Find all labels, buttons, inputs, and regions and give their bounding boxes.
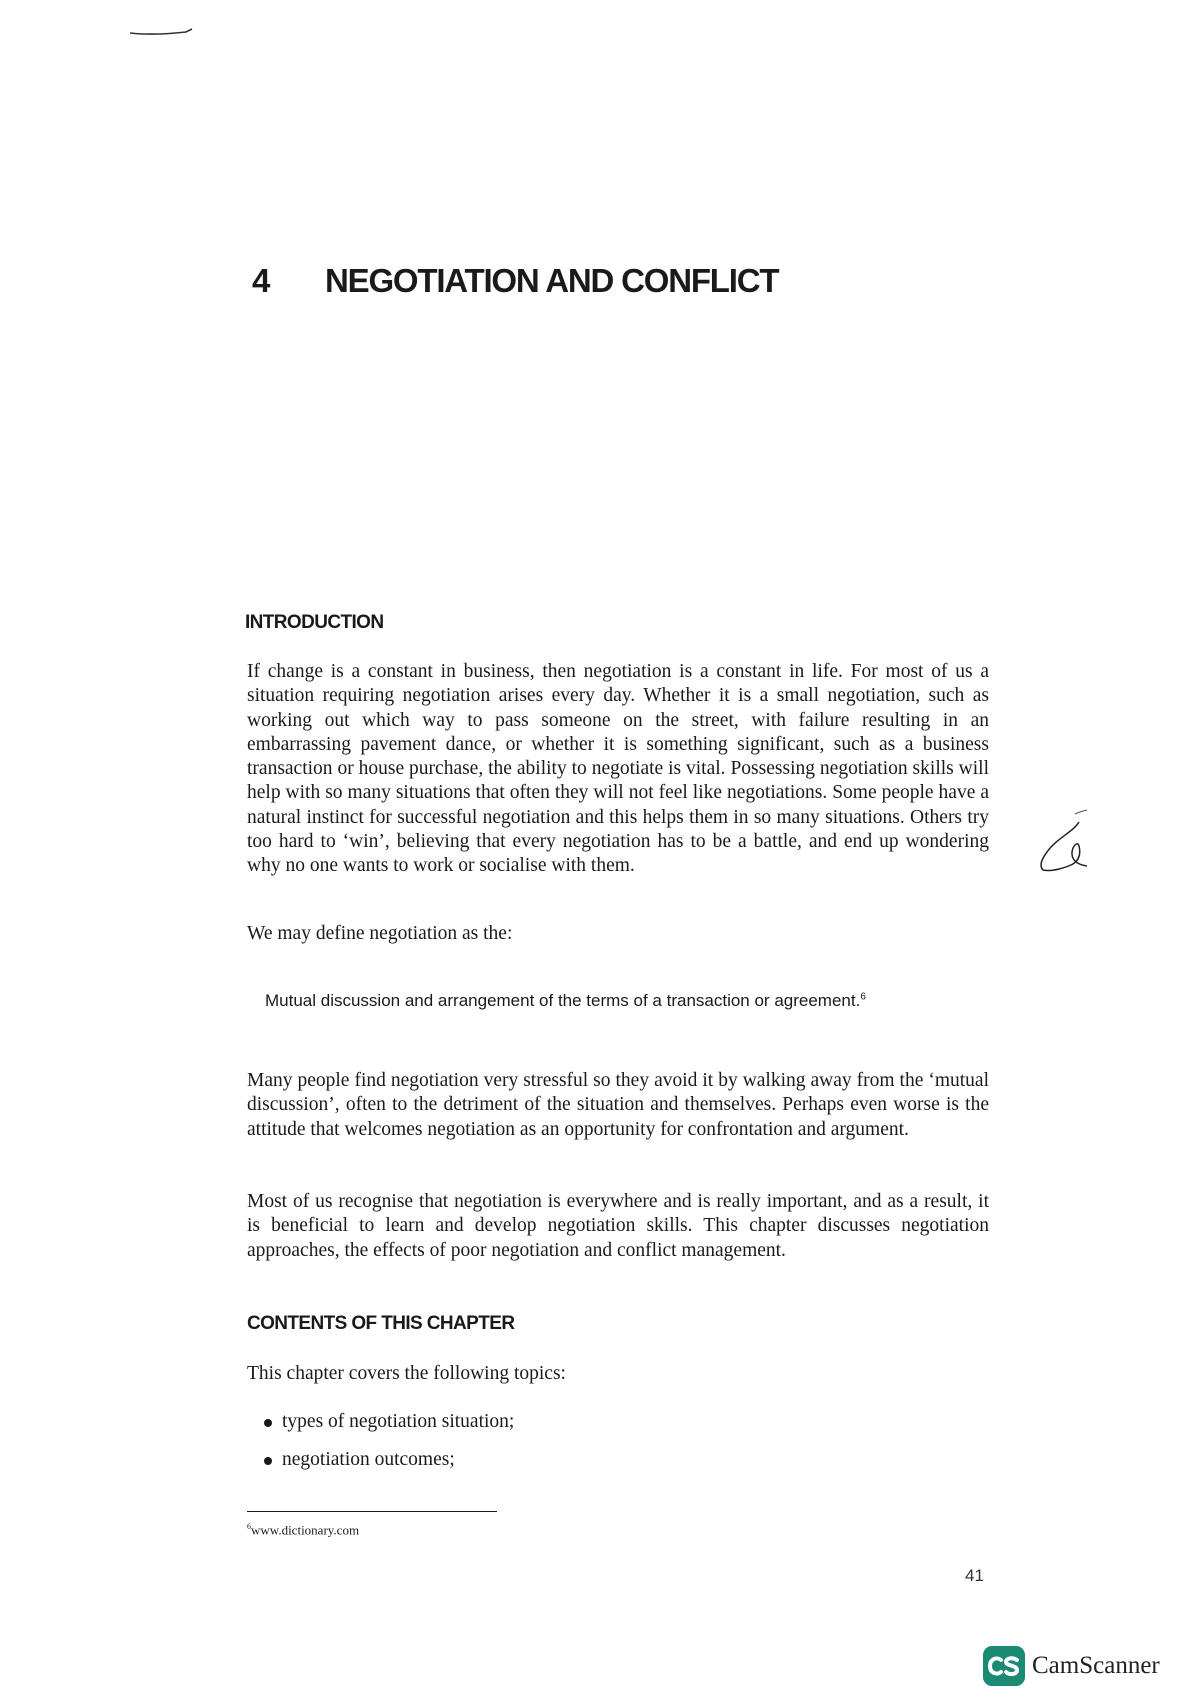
camscanner-watermark: [983, 1646, 1160, 1686]
definition-intro: We may define negotiation as the:: [247, 923, 513, 944]
chapter-number: 4: [252, 262, 270, 299]
topic-list: [262, 1411, 514, 1487]
contents-heading: CONTENTS OF THIS CHAPTER: [247, 1313, 515, 1334]
footnote-divider: [247, 1511, 497, 1512]
introduction-heading: INTRODUCTION: [245, 612, 384, 633]
bullet-icon: [264, 1457, 272, 1465]
definition-quote: [265, 991, 866, 1011]
footnote-number: 6: [247, 1522, 251, 1531]
footnote-text: www.dictionary.com: [251, 1522, 360, 1538]
introduction-paragraph-1: If change is a constant in business, then negotiation is a constant in life. For most of us a situation requiring negotiation arises every day. Whether it is a small negotiation, such as working out which way to pass someone on the street, with failure resulting in an embarrassing pavement dance, or whether it is something significant, such as a business transaction or house purchase, the ability to negotiate is vital. Possessing negotiation skills will help with so many situations that often they will not feel like negotiations. Some people have a natural instinct for successful negotiation and this helps them in so many situations. Others try too hard to ‘win’, believing that every negotiation has to be a battle, and end up wondering why no one wants to work or socialise with them.: [247, 661, 989, 877]
camscanner-text: CamScanner: [1032, 1652, 1160, 1679]
scan-pen-mark: [128, 26, 194, 38]
footnote: [247, 1522, 359, 1538]
camscanner-logo-icon: [983, 1646, 1025, 1686]
page-number: 41: [965, 1566, 984, 1585]
introduction-paragraph-3: Most of us recognise that negotiation is everywhere and is really important, and as a result, it is beneficial to learn and develop negotiation skills. This chapter discusses negotiation approaches, the effects of poor negotiation and conflict management.: [247, 1191, 989, 1261]
bullet-icon: [264, 1419, 272, 1427]
chapter-heading: [252, 262, 778, 300]
introduction-paragraph-2: Many people find negotiation very stressful so they avoid it by walking away from the ‘mutual discussion’, often to the detriment of the situation and themselves. Perhaps even worse is the attitude that welcomes negotiation as an opportunity for confrontation and argument.: [247, 1070, 989, 1140]
list-item: negotiation outcomes;: [262, 1449, 514, 1487]
footnote-ref: 6: [860, 991, 866, 1003]
contents-intro: This chapter covers the following topics:: [247, 1363, 566, 1384]
handwritten-doodle-icon: [1035, 808, 1095, 888]
definition-quote-text: Mutual discussion and arrangement of the terms of a transaction or agreement.: [265, 991, 861, 1010]
list-item: types of negotiation situation;: [262, 1411, 514, 1449]
chapter-title: NEGOTIATION AND CONFLICT: [325, 262, 779, 299]
